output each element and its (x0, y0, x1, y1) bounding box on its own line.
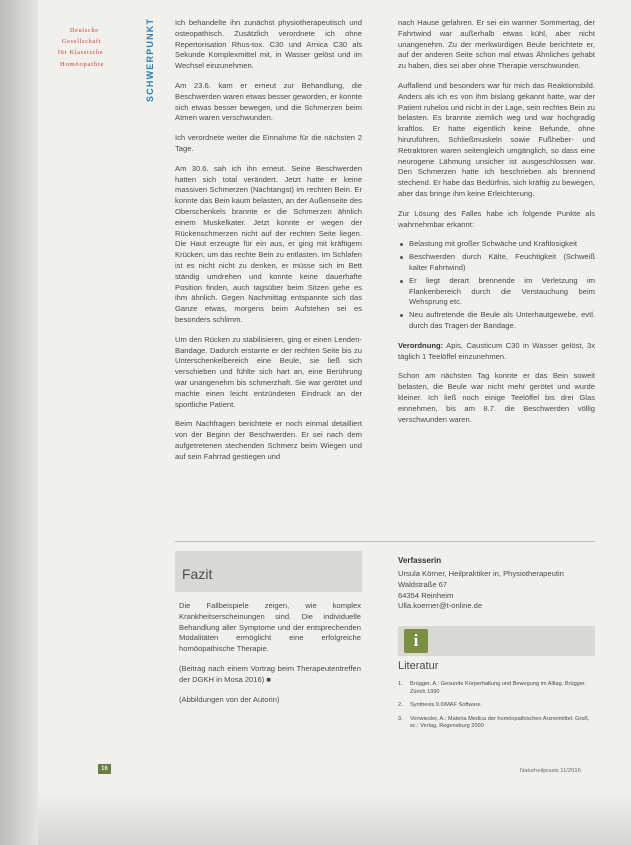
paragraph: Am 23.6. kam er erneut zur Behandlung, die Beschwerden waren etwas besser geworden, er konnte sich etwas besser bewegen, und die Schmerzen beim Atmen waren verschwunden. (175, 80, 362, 123)
journal-footer: Naturheilpraxis 11/2016 (520, 768, 581, 774)
author-heading: Verfasserin (398, 556, 442, 565)
literature-heading: Literatur (398, 660, 439, 672)
author-line: 64354 Reinheim (398, 590, 454, 600)
paragraph: (Abbildungen von der Autorin) (179, 694, 280, 704)
logo-line-1: Deutsche (70, 28, 99, 34)
prescription-paragraph (398, 341, 595, 363)
ref-number: 1. (398, 681, 403, 687)
scan-bottom-shadow (38, 790, 631, 845)
journal-logo (58, 26, 146, 70)
ref-text: Synthesis 9.0/MAF Software (410, 702, 481, 708)
paragraph: Ich verordnete weiter die Einnahme für die nächsten 2 Tage. (175, 133, 362, 153)
list-item: Er liegt derart brennende im Verletzung im Flankenbereich durch die Verstauchung beim Wehsprung etc. (409, 275, 595, 307)
paragraph: Am 30.6. sah ich ihn erneut. Seine Beschwerden hatten sich total verändert. Jetzt hatte er keine massiven Schmerzen (Nachtangst) im rechten Bein. Er konnte das Bein kaum belasten, an der Außenseite des Oberschenkels brannte er die Schmerzen ähnlich einem Muskelkater. Jetzt konnte er wegen der Rückenschmerzen nicht auf der rechten Seite liegen. Die Haut erzeugte für ein aus, er ging mit kräftigem Krücken, um das rechte Bein zu entlasten. Im Schlafen ist es nicht nicht zu denken, er müsse sich im Bett ständig umdrehen und konnte keine dauerhafte Position finden, auch tagsüber beim Sitzen gehe es ihm ähnlich. Gegen Nachmittag entspannte sich das Ganze etwas, morgens beim Aufstehen sei es besonders schlimm. (175, 163, 362, 324)
list-item (398, 702, 595, 710)
page-number: 16 (98, 764, 111, 774)
info-icon: i (404, 629, 428, 653)
paragraph: Beim Nachfragen berichtete er noch einmal detailliert von der Beginn der Beschwerden. Er sei nach dem aufgetretenen stechenden Schmerz beim Wiegen und auf sein Fahrrad gestiegen und (175, 419, 362, 461)
symptom-list (398, 239, 595, 331)
paragraph: Zur Lösung des Falles habe ich folgende Punkte als wahrnehmbar erkannt: (398, 208, 595, 229)
author-line: Waldstraße 67 (398, 579, 448, 589)
paragraph: Die Fallbeispiele zeigen, wie komplex Krankheitserscheinungen sind. Die individuelle Behandlung aller Symptome und der entsprechenden Modalitäten ermöglicht eine erfolgreiche homöopathische Therapie. (179, 601, 361, 654)
paragraph: Ich behandelte ihn zunächst physiotherapeutisch und osteopathisch. Zusätzlich verordnete ich ohne Repertorisation Rhus-tox. C30 und Arnica C30 als Sekunde Komplexmittel mit, in Wasser gelöst und im Wechsel einzunehmen. (175, 18, 362, 71)
paragraph: Auffallend und besonders war für mich das Reaktionsbild. Anders als ich es von ihm bislang gekannt hatte, war der Patient ruhelos und nicht in der Lage, sein rechtes Bein zu belasten. Es brannte ziemlich weg und war hochgradig kraftlos. Er hatte eigentlich keine Befunde, ohne hinzuführen, Schließmuskeln sowie Fußheber- und Retraktoren waren seitengleich umgänglich, so dass eine neurogene Lähmung unsicher ist ausgeschlossen war. Den Schmerzen hatte ich beschrieben als brennend stechend. Er habe das Bedürfnis, sich kräftig zu bewegen, aber das bringe ihm keine Erleichterung. (398, 80, 595, 198)
paragraph: nach Hause gefahren. Er sei ein warmer Sommertag, der Fahrtwind war außerhalb etwas kühl, aber nicht unangenehm. Zu der merkwürdigen Beule berichtete er, auf der anderen Seite schon mal etwas Ähnliches gehabt zu haben, dies sei aber ohne Therapie verschwunden. (398, 18, 595, 71)
ref-text: Brügger, A.: Gesunde Körperhaltung und Bewegung im Alltag. Brügger, Zürich 1990 (410, 681, 587, 695)
list-item (398, 681, 595, 696)
left-column (175, 18, 362, 471)
author-line: Ursula Körner, Heilpraktiker in, Physiotherapeutin (398, 569, 564, 578)
section-divider (175, 541, 595, 542)
right-column (398, 18, 595, 434)
author-email: Ulla.koerner@t-online.de (398, 601, 483, 611)
fazit-body (179, 601, 361, 714)
prescription-label: Verordnung: (398, 340, 444, 350)
paragraph: Schon am nächsten Tag konnte er das Bein soweit belasten, die Beule war nicht mehr gerötet und wurde kleiner. Ich ließ noch einige Teelöffel bis drei Glas einnehmen, bis am 8.7. die Beschwerden völlig verschwunden waren. (398, 371, 595, 424)
logo-line-3: für Klassische (58, 50, 104, 56)
paragraph: (Beitrag nach einem Vortrag beim Therapeutentreffen der DGKH in Mosa 2016) ■ (179, 663, 361, 684)
scan-left-edge (0, 0, 38, 845)
literature-list (398, 681, 595, 737)
section-label: SCHWERPUNKT (145, 18, 155, 103)
list-item: Beschwerden durch Kälte, Feuchtigkeit (Schweiß kalter Fahrtwind) (409, 252, 595, 272)
logo-line-2: Gesellschaft (62, 39, 102, 45)
list-item: Neu auftretende die Beule als Unterhautgewebe, evtl. durch das Tragen der Bandage. (409, 310, 595, 330)
list-item: Belastung mit großer Schwäche und Kraftlosigkeit (409, 239, 595, 250)
ref-number: 2. (398, 702, 403, 708)
paragraph: Um den Rücken zu stabilisieren, ging er einen Lenden-Bandage. Dadurch erstarrte er der rechten Seite bis zu Unterschenkelbereich eine Beule, sie ließ sich verschieben und fühlte sich hart an, eine Berührung war unangenehm bis schmerzhaft. Sie war gerötet und machte einen leicht entzündeten Eindruck an der sportliche Patient. (175, 334, 362, 409)
author-address (398, 569, 595, 612)
list-item (398, 716, 595, 731)
ref-text: Vonwiesler, A.: Materia Medica der homöopathischen Arzneimittel. Groß, sc.: Verlag, Regensburg 2000 (410, 715, 590, 729)
ref-number: 3. (398, 715, 403, 722)
fazit-title: Fazit (182, 566, 213, 582)
prescription-text: Apis, Causticum C30 in Wasser gelöst, 3x täglich 1 Teelöffel einzunehmen. (398, 340, 595, 361)
logo-line-4: Homöopathie (60, 61, 105, 68)
